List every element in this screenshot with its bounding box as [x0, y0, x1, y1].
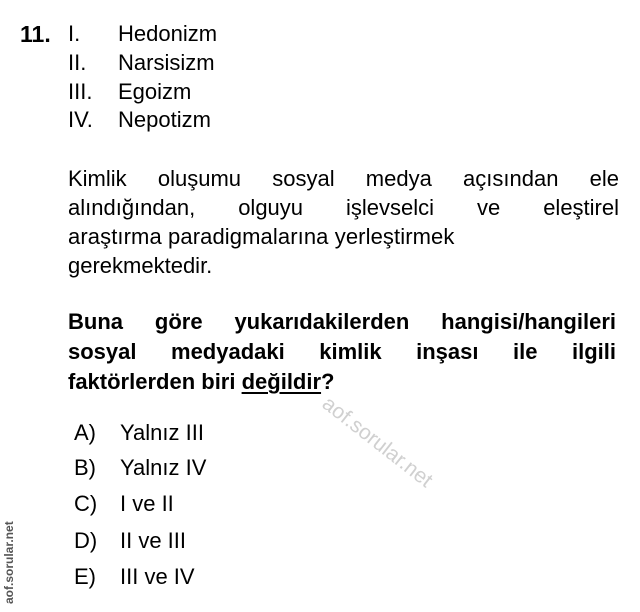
option-text: I ve II	[120, 491, 174, 516]
item-text: Egoizm	[118, 79, 192, 104]
option-a[interactable]	[74, 419, 204, 447]
paragraph-line: alındığından, olguyu işlevselci ve eleştirel	[68, 195, 619, 220]
list-item	[68, 20, 217, 48]
option-letter: D)	[74, 528, 98, 553]
prompt-line: sosyal medyadaki kimlik inşası ile ilgili	[68, 339, 616, 364]
question-prompt	[68, 307, 616, 397]
option-text: III ve IV	[120, 564, 195, 589]
item-text: Narsisizm	[118, 50, 215, 75]
item-text: Nepotizm	[118, 107, 211, 132]
question-mark: ?	[321, 369, 335, 394]
option-letter: E)	[74, 564, 96, 589]
question-number: 11.	[20, 21, 51, 47]
option-text: Yalnız IV	[120, 455, 207, 480]
paragraph-line: Kimlik oluşumu sosyal medya açısından ele	[68, 166, 619, 191]
side-watermark: aof.sorular.net	[2, 521, 16, 604]
option-c[interactable]	[74, 490, 174, 518]
watermark: aof.sorular.net	[317, 392, 437, 493]
paragraph-line: gerekmektedir.	[68, 253, 213, 278]
option-d[interactable]	[74, 527, 186, 555]
emphasis-word: değildir	[241, 369, 322, 394]
paragraph-line: araştırma paradigmalarına yerleştirmek	[68, 224, 455, 249]
list-item	[68, 78, 191, 106]
item-numeral: II.	[68, 50, 87, 75]
option-b[interactable]	[74, 454, 206, 482]
option-letter: C)	[74, 491, 98, 516]
option-e[interactable]	[74, 563, 195, 591]
option-text: II ve III	[120, 528, 187, 553]
prompt-line: Buna göre yukarıdakilerden hangisi/hangileri	[68, 309, 616, 334]
item-numeral: I.	[68, 21, 81, 46]
prompt-text: faktörlerden biri	[68, 369, 242, 394]
item-text: Hedonizm	[118, 21, 218, 46]
option-text: Yalnız III	[120, 420, 204, 445]
item-numeral: III.	[68, 79, 93, 104]
list-item	[68, 49, 215, 77]
list-item	[68, 106, 211, 134]
prompt-line	[68, 367, 616, 397]
context-paragraph	[68, 164, 619, 280]
option-letter: B)	[74, 455, 96, 480]
item-numeral: IV.	[68, 107, 93, 132]
option-letter: A)	[74, 420, 96, 445]
